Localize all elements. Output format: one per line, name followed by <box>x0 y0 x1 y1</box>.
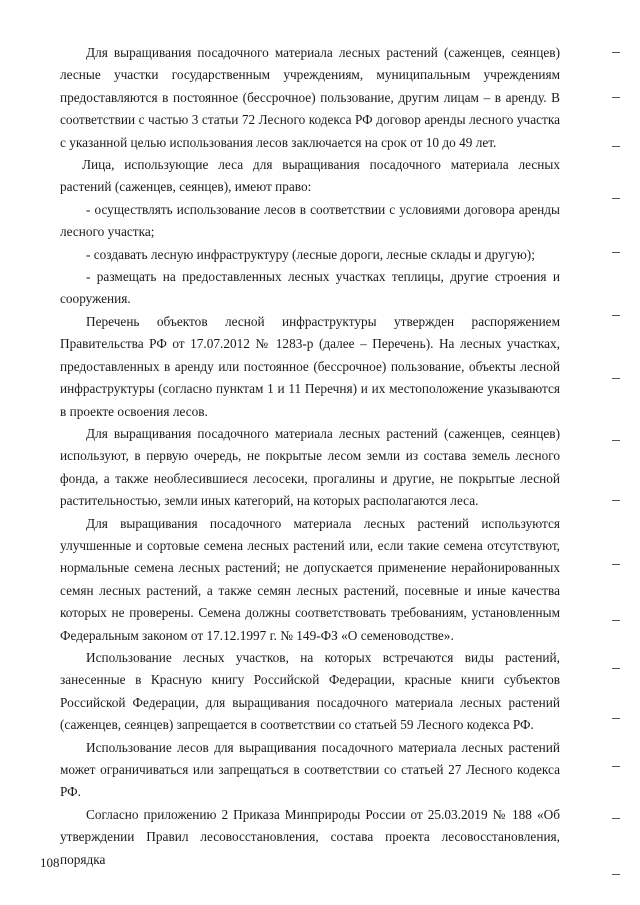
paragraph-5: Для выращивания посадочного материала лесных растений используются улучшенные и сортовые семена лесных растений или, если такие семена отсутствуют, нормальные семена лесных растений; не допускается применение нерайонированных семян лесных растений, а также семян лесных растений, посевные и иные качества которых не проверены. Семена должны соответствовать требованиям, установленным Федеральным законом от 17.12.1997 г. № 149-ФЗ «О семеноводстве». <box>60 515 560 643</box>
scan-mark <box>612 718 620 719</box>
page-number: 108 <box>40 855 60 870</box>
paragraph-3: Перечень объектов лесной инфраструктуры утвержден распоряжением Правительства РФ от 17.07.2012 № 1283-р (далее – Перечень). На лесных участках, предоставленных в аренду или постоянное (бессрочное) пользование, объекты лесной инфраструктуры (согласно пунктам 1 и 11 Перечня) и их местоположение указываются в проекте освоения лесов. <box>60 313 560 419</box>
scan-mark <box>612 146 620 147</box>
scan-mark <box>612 564 620 565</box>
scan-mark <box>612 440 620 441</box>
scan-mark <box>612 874 620 875</box>
paragraph-6: Использование лесных участков, на которых встречаются виды растений, занесенные в Красную книгу Российской Федерации, красные книги субъектов Российской Федерации, для выращивания посадочного материала лесных растений (саженцев, сеянцев) запрещается в соответствии со статьей 59 Лесного кодекса РФ. <box>60 649 560 733</box>
scan-mark <box>612 668 620 669</box>
scan-mark <box>612 766 620 767</box>
list-item-2: - создавать лесную инфраструктуру (лесные дороги, лесные склады и другую); <box>86 246 535 262</box>
scan-mark <box>612 620 620 621</box>
margin-scan-marks <box>612 0 632 905</box>
paragraph-2: Лица, использующие леса для выращивания посадочного материала лесных растений (саженцев, сеянцев), имеют право: <box>60 157 560 195</box>
paragraph-4: Для выращивания посадочного материала лесных растений (саженцев, сеянцев) используют, в первую очередь, не покрытые лесом земли из состава земель лесного фонда, а также необлесившиеся лесосеки, прогалины и другие, не покрытые лесной растительностью, земли иных категорий, на которых располагаются леса. <box>60 425 560 509</box>
scan-mark <box>612 252 620 253</box>
scan-mark <box>612 97 620 98</box>
scan-mark <box>612 198 620 199</box>
scan-mark <box>612 52 620 53</box>
body-text <box>60 42 560 871</box>
paragraph-7: Использование лесов для выращивания посадочного материала лесных растений может ограничиваться или запрещаться в соответствии со статьей 27 Лесного кодекса РФ. <box>60 739 560 800</box>
list-item-3: - размещать на предоставленных лесных участках теплицы, другие строения и сооружения. <box>60 269 560 307</box>
scan-mark <box>612 818 620 819</box>
scan-mark <box>612 500 620 501</box>
scan-mark <box>612 378 620 379</box>
list-item-1: - осуществлять использование лесов в соответствии с условиями договора аренды лесного участка; <box>60 201 560 240</box>
paragraph-8: Согласно приложению 2 Приказа Минприроды России от 25.03.2019 № 188 «Об утверждении Правил лесовосстановления, состава проекта лесовосстановления, порядка <box>60 806 560 867</box>
scan-mark <box>612 315 620 316</box>
paragraph-1: Для выращивания посадочного материала лесных растений (саженцев, сеянцев) лесные участки государственным учреждениям, муниципальным учреждениям предоставляются в постоянное (бессрочное) пользование, другим лицам – в аренду. В соответствии с частью 3 статьи 72 Лесного кодекса РФ договор аренды лесного участка с указанной целью использования лесов заключается на срок от 10 до 49 лет. <box>60 45 560 150</box>
